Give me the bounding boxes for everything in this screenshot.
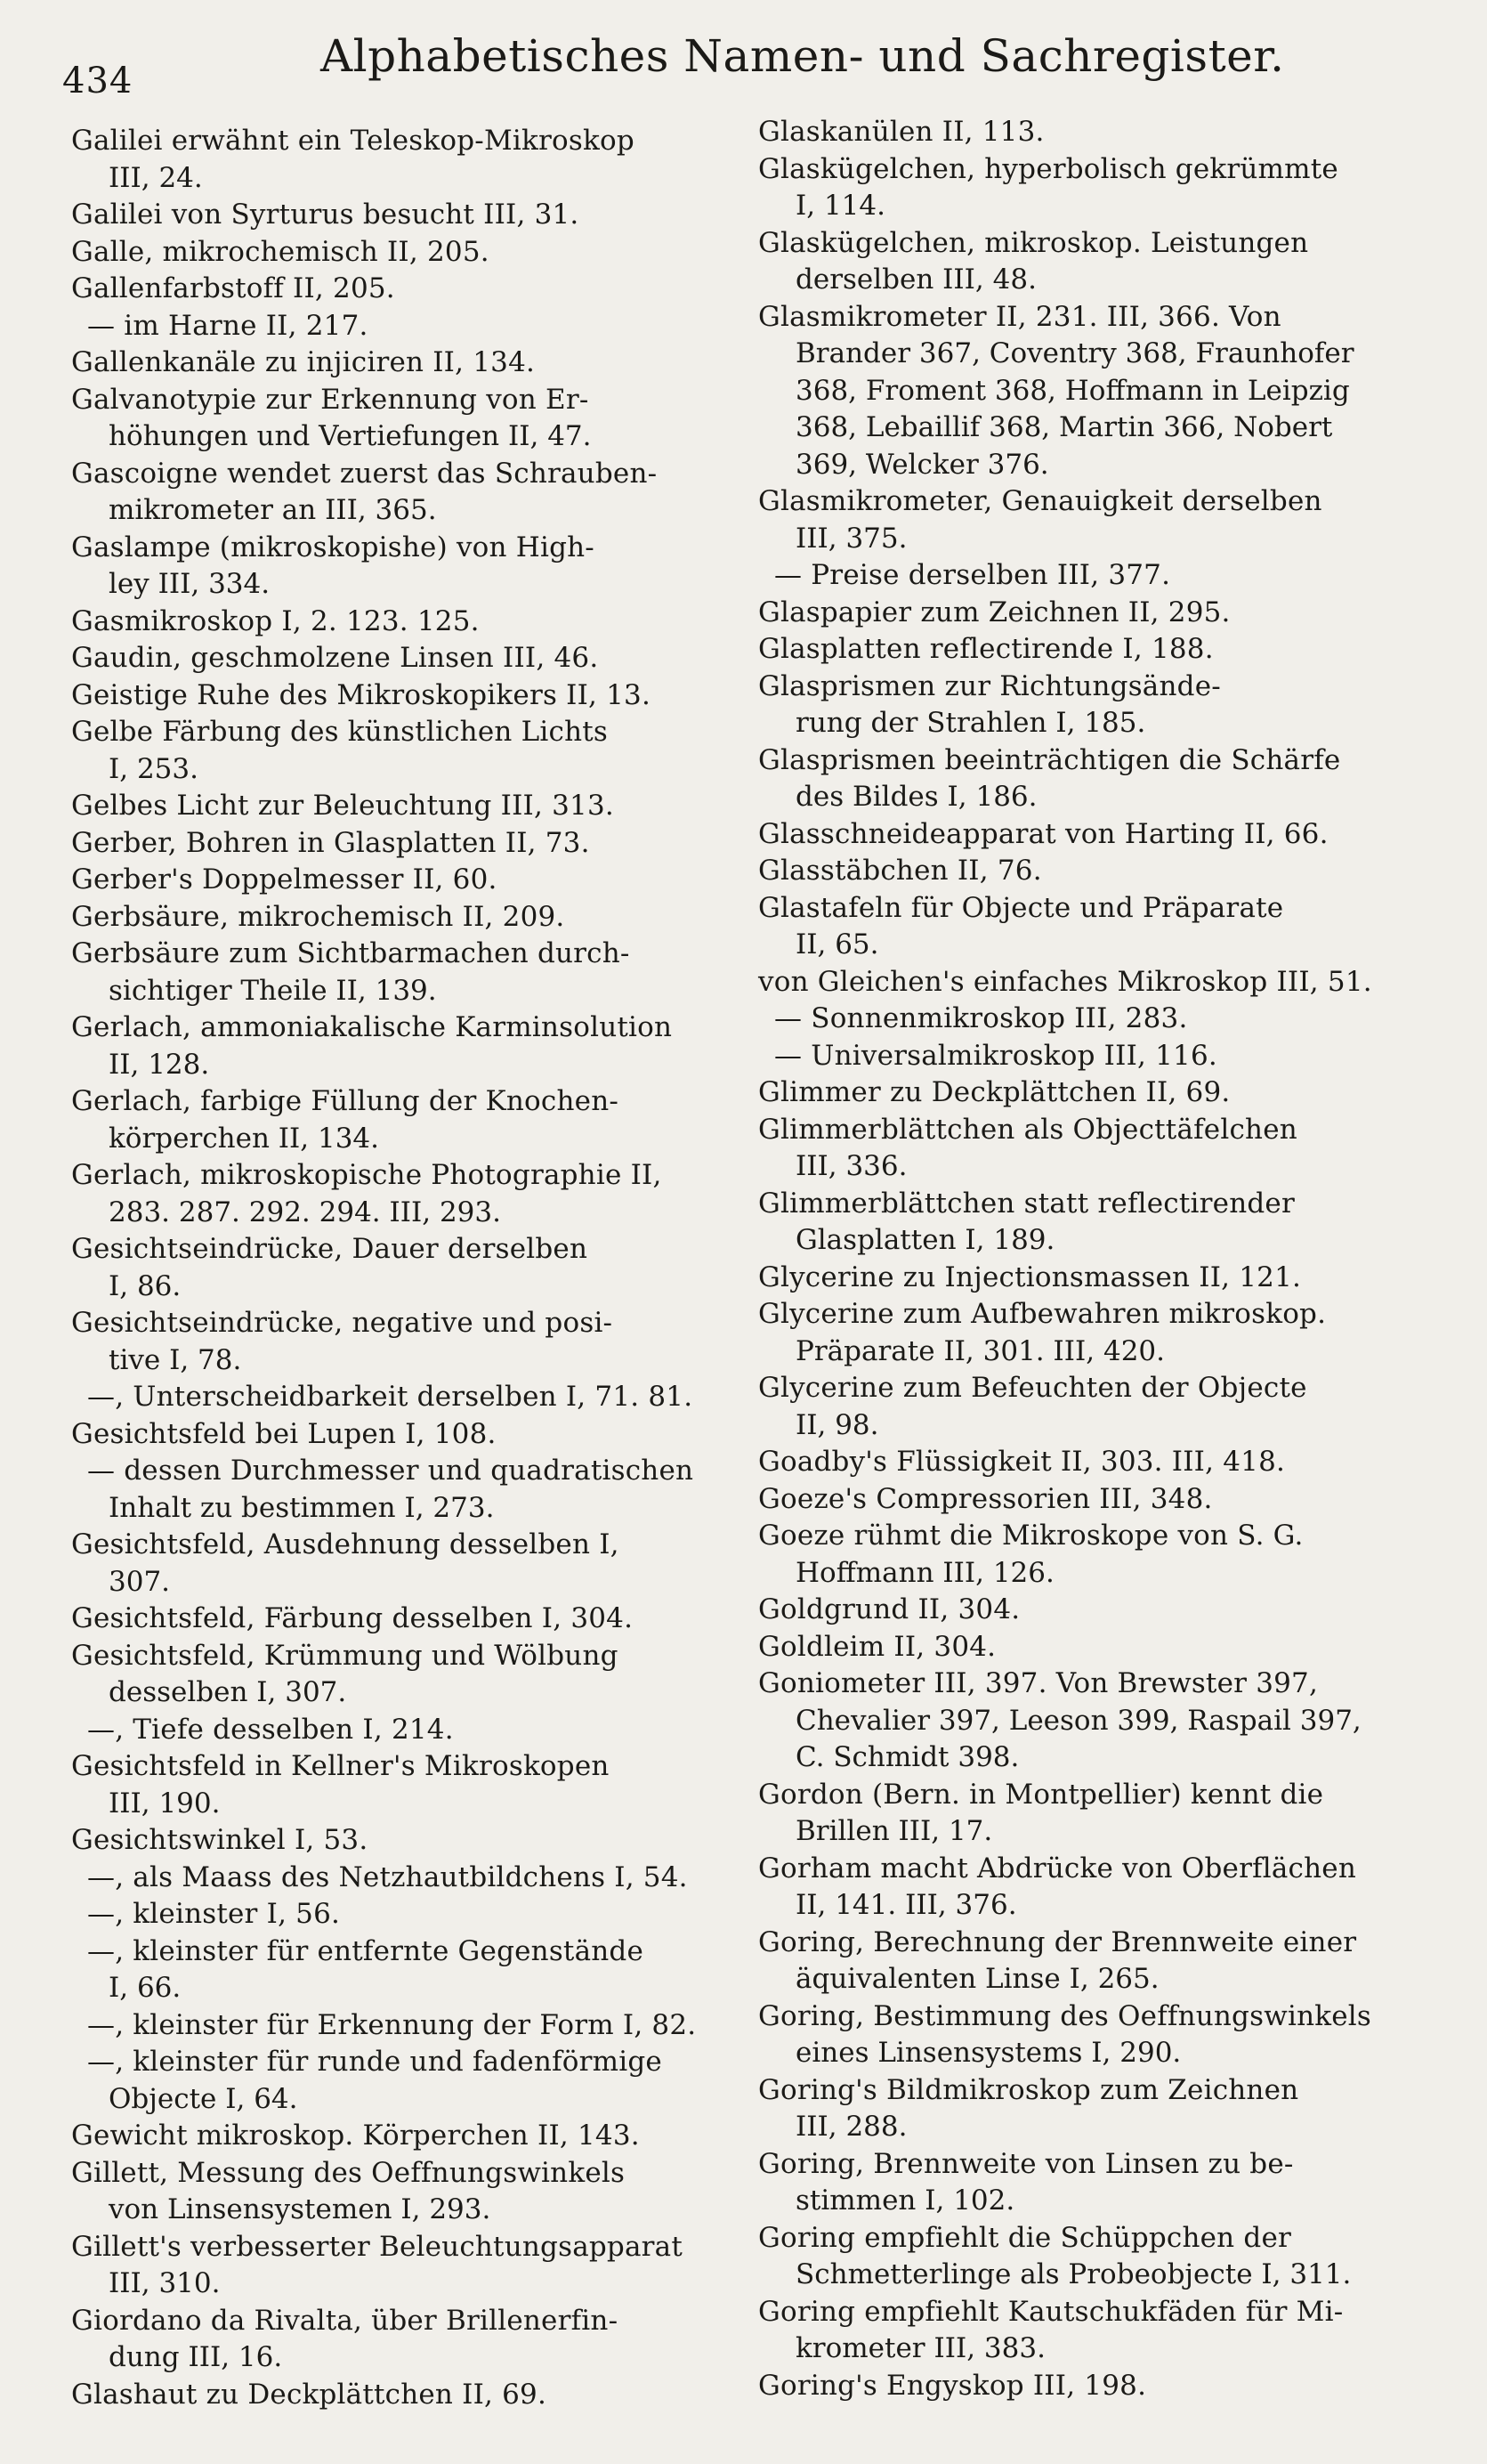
index-entry-heading: Glycerine zum Aufbewahren mikroskop. bbox=[758, 1298, 1327, 1330]
index-entry-heading: —, kleinster für runde und fadenförmige bbox=[87, 2046, 662, 2078]
index-entry-continuation: höhungen und Vertiefungen II, 47. bbox=[109, 420, 592, 452]
index-entry-heading: Gewicht mikroskop. Körperchen II, 143. bbox=[71, 2120, 640, 2152]
index-entry-heading: Goldgrund II, 304. bbox=[758, 1593, 1021, 1625]
index-entry-continuation: 368, Froment 368, Hoffmann in Leipzig bbox=[796, 374, 1350, 407]
index-entry bbox=[71, 1083, 730, 1157]
index-entry-continuation: III, 190. bbox=[109, 1787, 221, 1820]
index-entry bbox=[71, 530, 730, 604]
index-entry bbox=[71, 2155, 730, 2229]
index-entry-heading: Glimmerblättchen statt reflectirender bbox=[758, 1187, 1295, 1220]
index-entry-continuation: Glasplatten I, 189. bbox=[796, 1224, 1055, 1256]
index-entry bbox=[71, 2229, 730, 2303]
index-entry bbox=[758, 1518, 1434, 1592]
index-entry-heading: Glimmerblättchen als Objecttäfelchen bbox=[758, 1113, 1297, 1146]
index-entry bbox=[758, 1186, 1434, 1260]
index-entry-heading: —, Tiefe desselben I, 214. bbox=[87, 1713, 454, 1746]
index-entry bbox=[758, 669, 1434, 742]
index-entry bbox=[71, 1305, 730, 1379]
index-entry bbox=[71, 1638, 730, 1712]
index-entry-continuation: 369, Welcker 376. bbox=[796, 448, 1049, 481]
index-entry-continuation: II, 128. bbox=[109, 1048, 210, 1081]
index-entry-heading: Glashaut zu Deckplättchen II, 69. bbox=[71, 2378, 547, 2411]
index-entry-heading: Gesichtseindrücke, Dauer derselben bbox=[71, 1233, 588, 1265]
index-entry-continuation: Brillen III, 17. bbox=[796, 1815, 993, 1847]
index-entry-heading: Gascoigne wendet zuerst das Schrauben- bbox=[71, 457, 658, 490]
index-entry-heading: —, Unterscheidbarkeit derselben I, 71. 81. bbox=[87, 1381, 693, 1413]
index-entry-heading: Goeze's Compressorien III, 348. bbox=[758, 1482, 1213, 1515]
index-entry-heading: Gesichtsfeld, Krümmung und Wölbung bbox=[71, 1639, 618, 1672]
index-entry-heading: Goring, Brennweite von Linsen zu be- bbox=[758, 2147, 1294, 2180]
index-entry-heading: Gordon (Bern. in Montpellier) kennt die bbox=[758, 1778, 1324, 1811]
index-entry bbox=[71, 1231, 730, 1305]
index-entry-continuation: III, 375. bbox=[796, 522, 908, 555]
index-entry-heading: Galilei erwähnt ein Teleskop-Mikroskop bbox=[71, 125, 634, 157]
index-entry-heading: Galle, mikrochemisch II, 205. bbox=[71, 235, 489, 268]
index-entry-heading: Glasstäbchen II, 76. bbox=[758, 855, 1042, 887]
index-entry-heading: Gesichtsfeld bei Lupen I, 108. bbox=[71, 1417, 497, 1450]
index-entry bbox=[758, 299, 1434, 484]
index-entry-heading: Gesichtsfeld, Ausdehnung desselben I, bbox=[71, 1528, 619, 1560]
index-entry-heading: Gesichtseindrücke, negative und posi- bbox=[71, 1307, 613, 1339]
index-entry-heading: Gesichtsfeld in Kellner's Mikroskopen bbox=[71, 1750, 610, 1782]
index-entry-heading: Gaslampe (mikroskopishe) von High- bbox=[71, 531, 594, 563]
index-entry-heading: Goniometer III, 397. Von Brewster 397, bbox=[758, 1667, 1319, 1699]
index-entry-continuation: Schmetterlinge als Probeobjecte I, 311. bbox=[796, 2258, 1352, 2290]
index-entry bbox=[71, 1416, 730, 1454]
index-entry-heading: Gasmikroskop I, 2. 123. 125. bbox=[71, 604, 480, 637]
index-entry-heading: Glasprismen beeinträchtigen die Schärfe bbox=[758, 743, 1341, 776]
index-entry-heading: Goring empfiehlt die Schüppchen der bbox=[758, 2221, 1292, 2254]
index-entry-heading: Glasprismen zur Richtungsände- bbox=[758, 669, 1221, 702]
index-entry bbox=[71, 197, 730, 234]
index-entry bbox=[758, 816, 1434, 854]
index-entry bbox=[71, 1748, 730, 1822]
index-entry-heading: Glasplatten reflectirende I, 188. bbox=[758, 633, 1214, 665]
index-entry-heading: —, kleinster für Erkennung der Form I, 82. bbox=[87, 2008, 697, 2041]
index-entry-heading: Goring's Bildmikroskop zum Zeichnen bbox=[758, 2073, 1299, 2106]
index-entry bbox=[758, 1777, 1434, 1851]
index-entry-heading: — im Harne II, 217. bbox=[87, 309, 368, 342]
index-entry bbox=[758, 1074, 1434, 1112]
index-entry-continuation: 307. bbox=[109, 1565, 171, 1598]
page-header bbox=[62, 25, 1451, 123]
index-entry bbox=[71, 2007, 730, 2045]
index-entry-heading: Galvanotypie zur Erkennung von Er- bbox=[71, 383, 589, 416]
index-entry-heading: Gerlach, mikroskopische Photographie II, bbox=[71, 1159, 662, 1191]
index-entry-continuation: krometer III, 383. bbox=[796, 2332, 1046, 2364]
index-entry-heading: Glaskügelchen, mikroskop. Leistungen bbox=[758, 226, 1309, 259]
index-entry-heading: Gesichtswinkel I, 53. bbox=[71, 1824, 368, 1856]
index-entry bbox=[758, 1370, 1434, 1444]
index-entry bbox=[71, 640, 730, 677]
index-entry bbox=[758, 1998, 1434, 2072]
index-entry bbox=[71, 604, 730, 641]
index-entry bbox=[758, 1925, 1434, 1998]
index-entry bbox=[758, 1038, 1434, 1075]
index-entry bbox=[758, 557, 1434, 595]
index-entry-continuation: Hoffmann III, 126. bbox=[796, 1556, 1055, 1589]
index-entry bbox=[758, 964, 1434, 1001]
index-entry-continuation: tive I, 78. bbox=[109, 1343, 242, 1376]
index-entry bbox=[71, 1453, 730, 1527]
index-entry bbox=[758, 742, 1434, 816]
index-entry bbox=[758, 1851, 1434, 1925]
index-entry-continuation: 368, Lebaillif 368, Martin 366, Nobert bbox=[796, 411, 1333, 443]
index-entry-heading: Gesichtsfeld, Färbung desselben I, 304. bbox=[71, 1602, 634, 1634]
index-entry-heading: Glaskügelchen, hyperbolisch gekrümmte bbox=[758, 152, 1338, 185]
index-entry-heading: Gerbsäure, mikrochemisch II, 209. bbox=[71, 900, 565, 933]
index-entry bbox=[758, 1592, 1434, 1629]
index-entry bbox=[71, 308, 730, 345]
index-entry bbox=[758, 2368, 1434, 2405]
index-entry-heading: Gerbsäure zum Sichtbarmachen durch- bbox=[71, 937, 630, 969]
index-entry bbox=[758, 853, 1434, 890]
index-entry-continuation: mikrometer an III, 365. bbox=[109, 494, 437, 526]
index-entry-continuation: eines Linsensystems I, 290. bbox=[796, 2037, 1182, 2069]
index-column-right bbox=[758, 114, 1434, 2404]
index-entry bbox=[758, 631, 1434, 669]
index-entry-continuation: des Bildes I, 186. bbox=[796, 781, 1038, 813]
running-head-title: Alphabetisches Namen- und Sachregister. bbox=[320, 30, 1285, 82]
index-entry-continuation: 283. 287. 292. 294. III, 293. bbox=[109, 1196, 501, 1228]
index-entry-heading: Goeze rühmt die Mikroskope von S. G. bbox=[758, 1520, 1304, 1552]
index-entry-heading: Glastafeln für Objecte und Präparate bbox=[758, 891, 1284, 924]
index-entry bbox=[71, 1527, 730, 1601]
index-entry-continuation: II, 141. III, 376. bbox=[796, 1889, 1017, 1921]
index-entry bbox=[758, 114, 1434, 151]
index-entry-heading: Goadby's Flüssigkeit II, 303. III, 418. bbox=[758, 1446, 1286, 1478]
index-entry-continuation: C. Schmidt 398. bbox=[796, 1741, 1020, 1773]
index-column-left bbox=[71, 123, 730, 2413]
index-entry-continuation: I, 66. bbox=[109, 1972, 182, 2004]
index-entry-heading: — Universalmikroskop III, 116. bbox=[774, 1039, 1217, 1072]
index-entry-continuation: Chevalier 397, Leeson 399, Raspail 397, bbox=[796, 1704, 1362, 1737]
index-entry bbox=[758, 595, 1434, 632]
index-entry bbox=[71, 234, 730, 272]
index-entry-continuation: II, 98. bbox=[796, 1408, 879, 1441]
index-entry bbox=[71, 1822, 730, 1860]
index-entry bbox=[71, 2044, 730, 2118]
index-entry bbox=[71, 2303, 730, 2377]
index-entry bbox=[758, 1629, 1434, 1666]
index-entry-continuation: Brander 367, Coventry 368, Fraunhofer bbox=[796, 337, 1354, 369]
index-entry-continuation: stimmen I, 102. bbox=[796, 2184, 1015, 2217]
index-entry bbox=[758, 1444, 1434, 1481]
index-entry-heading: Gillett's verbesserter Beleuchtungsapparat bbox=[71, 2230, 683, 2263]
index-entry bbox=[71, 344, 730, 382]
index-entry-continuation: III, 336. bbox=[796, 1150, 908, 1182]
index-entry-continuation: Objecte I, 64. bbox=[109, 2082, 298, 2115]
index-entry-heading: Galilei von Syrturus besucht III, 31. bbox=[71, 199, 579, 231]
index-entry-heading: Gerber, Bohren in Glasplatten II, 73. bbox=[71, 826, 590, 859]
index-entry-heading: — Sonnenmikroskop III, 283. bbox=[774, 1002, 1188, 1034]
index-entry-continuation: Präparate II, 301. III, 420. bbox=[796, 1334, 1165, 1367]
index-entry bbox=[758, 1296, 1434, 1370]
index-entry-heading: —, als Maass des Netzhautbildchens I, 54. bbox=[87, 1860, 688, 1893]
index-entry-heading: Glasschneideapparat von Harting II, 66. bbox=[758, 817, 1329, 850]
index-entry bbox=[758, 2146, 1434, 2220]
index-entry-continuation: I, 86. bbox=[109, 1269, 182, 1302]
index-entry-heading: Gerlach, farbige Füllung der Knochen- bbox=[71, 1085, 619, 1117]
index-entry bbox=[758, 225, 1434, 299]
index-entry-heading: Gerlach, ammoniakalische Karminsolution bbox=[71, 1011, 673, 1043]
index-entry-heading: Gelbes Licht zur Beleuchtung III, 313. bbox=[71, 790, 614, 822]
index-entry bbox=[71, 1896, 730, 1933]
index-entry-continuation: derselben III, 48. bbox=[796, 263, 1037, 296]
index-entry-heading: Glimmer zu Deckplättchen II, 69. bbox=[758, 1076, 1231, 1108]
index-entry bbox=[758, 1112, 1434, 1186]
index-entry-heading: Glycerine zu Injectionsmassen II, 121. bbox=[758, 1260, 1302, 1293]
index-entry bbox=[758, 1260, 1434, 1297]
index-entry bbox=[71, 1601, 730, 1638]
index-entry bbox=[71, 1860, 730, 1897]
index-entry-heading: von Gleichen's einfaches Mikroskop III, 51. bbox=[758, 965, 1372, 998]
index-entry bbox=[71, 714, 730, 788]
index-entry-heading: Glaspapier zum Zeichnen II, 295. bbox=[758, 596, 1231, 628]
index-entry-heading: Gallenkanäle zu injiciren II, 134. bbox=[71, 346, 536, 378]
index-entry bbox=[758, 1481, 1434, 1519]
index-entry bbox=[71, 1157, 730, 1231]
index-entry-continuation: ley III, 334. bbox=[109, 568, 271, 600]
index-entry-heading: Goring's Engyskop III, 198. bbox=[758, 2369, 1147, 2402]
index-entry bbox=[71, 382, 730, 456]
index-entry-continuation: Inhalt zu bestimmen I, 273. bbox=[109, 1491, 495, 1524]
index-entry bbox=[71, 936, 730, 1009]
index-entry-heading: — Preise derselben III, 377. bbox=[774, 559, 1171, 591]
index-entry bbox=[758, 2072, 1434, 2146]
index-entry-continuation: III, 24. bbox=[109, 161, 203, 194]
index-entry bbox=[758, 1666, 1434, 1777]
index-entry-heading: —, kleinster für entfernte Gegenstände bbox=[87, 1934, 644, 1967]
index-entry bbox=[71, 825, 730, 863]
index-entry-continuation: äquivalenten Linse I, 265. bbox=[796, 1963, 1160, 1995]
index-entry-heading: Gelbe Färbung des künstlichen Lichts bbox=[71, 716, 608, 748]
index-entry-heading: Gallenfarbstoff II, 205. bbox=[71, 272, 395, 304]
index-entry-heading: Goring, Bestimmung des Oeffnungswinkels bbox=[758, 1999, 1371, 2032]
index-entry-heading: Giordano da Rivalta, über Brillenerfin- bbox=[71, 2304, 618, 2337]
index-entry bbox=[71, 1379, 730, 1416]
index-entry bbox=[71, 2377, 730, 2414]
index-entry-heading: Geistige Ruhe des Mikroskopikers II, 13. bbox=[71, 678, 651, 711]
index-entry bbox=[758, 483, 1434, 557]
index-entry-continuation: dung III, 16. bbox=[109, 2341, 283, 2373]
index-entry bbox=[71, 123, 730, 197]
index-entry-heading: Gaudin, geschmolzene Linsen III, 46. bbox=[71, 642, 599, 674]
index-entry-heading: Gorham macht Abdrücke von Oberflächen bbox=[758, 1852, 1356, 1884]
index-entry bbox=[71, 271, 730, 308]
index-entry-heading: — dessen Durchmesser und quadratischen bbox=[87, 1455, 694, 1487]
index-entry-continuation: körperchen II, 134. bbox=[109, 1122, 379, 1155]
index-entry-continuation: von Linsensystemen I, 293. bbox=[109, 2193, 491, 2225]
index-entry-continuation: I, 253. bbox=[109, 752, 198, 785]
index-entry bbox=[71, 1933, 730, 2007]
index-entry bbox=[71, 788, 730, 825]
index-entry-heading: Goring, Berechnung der Brennweite einer bbox=[758, 1925, 1357, 1958]
index-entry bbox=[71, 1712, 730, 1749]
index-entry bbox=[71, 862, 730, 899]
index-entry-heading: Glycerine zum Befeuchten der Objecte bbox=[758, 1372, 1307, 1404]
index-entry-continuation: desselben I, 307. bbox=[109, 1676, 347, 1708]
index-entry-heading: —, kleinster I, 56. bbox=[87, 1898, 341, 1930]
page-number: 434 bbox=[62, 61, 133, 101]
index-entry bbox=[758, 2294, 1434, 2368]
index-entry-heading: Gerber's Doppelmesser II, 60. bbox=[71, 863, 497, 896]
index-entry bbox=[71, 2118, 730, 2155]
index-entry-heading: Glaskanülen II, 113. bbox=[758, 116, 1045, 148]
index-entry bbox=[71, 899, 730, 936]
index-entry bbox=[758, 1001, 1434, 1038]
index-entry bbox=[71, 677, 730, 715]
index-entry-continuation: II, 65. bbox=[796, 928, 879, 960]
index-entry-heading: Goldleim II, 304. bbox=[758, 1630, 997, 1663]
index-entry-continuation: III, 288. bbox=[796, 2111, 908, 2143]
index-entry-continuation: rung der Strahlen I, 185. bbox=[796, 707, 1146, 739]
index-entry bbox=[758, 890, 1434, 964]
index-entry-heading: Glasmikrometer, Genauigkeit derselben bbox=[758, 485, 1322, 517]
index-entry-heading: Glasmikrometer II, 231. III, 366. Von bbox=[758, 300, 1281, 333]
index-entry bbox=[71, 1009, 730, 1083]
index-entry bbox=[758, 151, 1434, 225]
index-entry bbox=[758, 2220, 1434, 2294]
index-entry-continuation: sichtiger Theile II, 139. bbox=[109, 974, 437, 1007]
index-entry-continuation: I, 114. bbox=[796, 190, 885, 222]
index-entry-heading: Goring empfiehlt Kautschukfäden für Mi- bbox=[758, 2295, 1344, 2328]
index-entry bbox=[71, 456, 730, 530]
index-entry-continuation: III, 310. bbox=[109, 2267, 221, 2299]
index-entry-heading: Gillett, Messung des Oeffnungswinkels bbox=[71, 2156, 626, 2189]
